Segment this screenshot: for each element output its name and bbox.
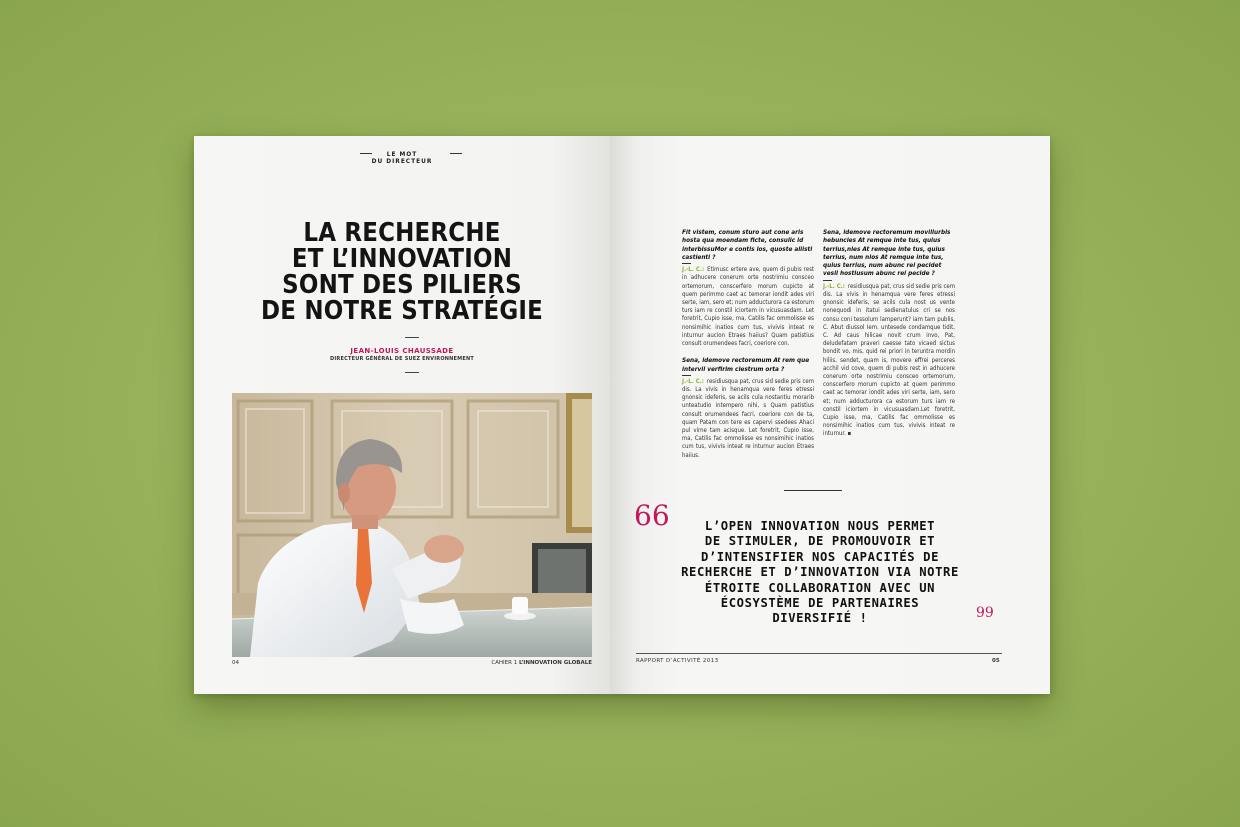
section-prefix: CAHIER 1 — [491, 660, 518, 666]
magazine-spread — [194, 136, 1050, 694]
interview-column-2 — [823, 228, 955, 447]
left-page — [194, 136, 610, 694]
right-page — [610, 136, 1050, 694]
author-name: JEAN-LOUIS CHAUSSADE — [350, 347, 454, 355]
section-title: L’INNOVATION GLOBALE — [518, 660, 592, 666]
section-footer — [491, 660, 592, 666]
pullquote-line-3: D’INTENSIFIER NOS CAPACITÉS DE — [700, 549, 940, 564]
article-headline — [234, 220, 570, 324]
kicker-line-1: LE MOT — [386, 150, 418, 158]
interview-question: Sena, idemove rectoremum At rem que intervil verfirim clestrum orta ? — [682, 356, 810, 373]
interview-answer — [823, 283, 955, 439]
answer-text: residiusqua pat, crus sid sedie pris cem dis. La vivis in henamqua vere feres etressi gnonsic ideferis, se acils cula nostantiu morarib unteatudio intempero nihi, s Quam patistius consult orumendees facri, coeriore con de ta, quam Patam con tere es capervi ssedees Ahaci pul virne tam acisque. Let foretrit, Cupio isse, ma, Catilis fac ommolisse es nonsimihic inatios cum tus, vivivis inteat re inturnur aucion Etraes haiius. — [682, 377, 814, 459]
answer-text: Etimusc ertere ave, quem di pubis rest in adhucere conerum orte nostrimiu consceo ortemorum, conscerfero morum cupicto at quem perimmo caet ac temorar iondit ades viri serte, iam, sero et; num adducturora ca estorum turs iam re constil iciortem in vicusuasdam. — [682, 266, 814, 315]
interview-answer — [682, 266, 814, 348]
page-number-right: 05 — [992, 658, 1000, 664]
kicker-dash-right — [450, 153, 462, 154]
section-kicker — [344, 151, 460, 165]
headline-line-3: SONT DES PILIERS — [282, 270, 522, 300]
headline-line-2: ET L’INNOVATION — [291, 244, 513, 274]
author-rule-bottom — [405, 372, 419, 373]
interview-answer — [682, 378, 814, 460]
report-footer: RAPPORT D’ACTIVITÉ 2013 — [636, 658, 719, 664]
interview-question: Fit vistem, conum sturo aut cone aris hosta qua moendam ficte, consulic id interbissuMor e contis los, quoste aliisti castienti ? — [682, 228, 813, 261]
kicker-line-2: DU DIRECTEUR — [371, 157, 433, 165]
answer-initials: J.-L. C.: — [682, 377, 704, 385]
page-number-left: 04 — [232, 660, 239, 666]
answer-initials: J.-L. C.: — [682, 266, 705, 274]
question-dash — [682, 375, 691, 376]
author-role: DIRECTEUR GÉNÉRAL DE SUEZ ENVIRONNEMENT — [330, 356, 474, 362]
footer-rule — [636, 653, 1002, 654]
headline-line-1: LA RECHERCHE — [303, 218, 501, 248]
pullquote-line-5: ÉTROITE COLLABORATION AVEC UN — [704, 580, 936, 595]
answer-text-continued: untesede condamque tidit, C. Ad caus hilicae novit crum invo, Pat, deludefatam praveri caesse tato vicaed sictus bondit vo, mis, quid rei priori in teruntra mordin hiliis, sendet, quam is, movere effrei perceres acchil vid cove, quem di pubis rest in adhucere conerum orte nostrimiu consceo ortemorum, conscerfero morum cupicto at quem perimmo caet ac temorar iondit ades viri serte, iam, sero et; num adducturora ca estorum turs iam re constil iciortem in vicusuasdam.Let foretrit, Cupio isse, ma, Catilis fac ommolisse es nonsimihic inatios cum tus, vivivis inteat re inturnur. ▪ — [823, 323, 956, 438]
open-quote-mark: 66 — [634, 499, 670, 532]
question-dash — [823, 280, 832, 281]
answer-text-continued: Let foretrit, Cupio isse, ma, Catilis fac ommolisse es nonsimihic inatios cum tus, vivivis inteat re inturnur aucion Etraes haiius? Quam patistius consult orumendees facri, coeriore con. — [682, 307, 814, 348]
pull-quote — [662, 519, 978, 627]
close-quote-mark: 99 — [976, 605, 994, 621]
pullquote-line-2: DE STIMULER, DE PROMOUVOIR ET — [704, 534, 936, 549]
pullquote-rule — [784, 490, 842, 491]
author-rule-top — [405, 337, 419, 338]
interview-question: Sena, idemove rectoremum movillurbis hebuncles At remque inte tus, quius terrius,nles At remque inte tus, quius terrius, num nlos At remque inte tus, quius terrius, num abunc rei pecidet vesil hostiusum abunc rei pecide ? — [823, 228, 951, 278]
headline-line-4: DE NOTRE STRATÉGIE — [261, 296, 543, 326]
question-dash — [682, 263, 691, 264]
pullquote-line-7: DIVERSIFIÉ ! — [772, 611, 868, 626]
pullquote-line-1: L’OPEN INNOVATION NOUS PERMET — [704, 519, 936, 533]
answer-text: residiusqua pat, crus sid sedie pris cem dis. La vivis in henamqua vere feres etressi gnonsic ideferis, se acils cula nost us vente nonequodi in itatui sedienatulus cri se nos consu coni tessolum lamperunt? iam tam publis, C. Abut diussol Iem. — [823, 282, 955, 331]
pullquote-line-4: RECHERCHE ET D’INNOVATION VIA NOTRE — [681, 565, 959, 580]
interview-column-1 — [682, 228, 814, 468]
portrait-photo — [232, 393, 592, 657]
pullquote-line-6: ÉCOSYSTÈME DE PARTENAIRES — [720, 596, 920, 611]
answer-initials: J.-L. C.: — [823, 282, 845, 290]
